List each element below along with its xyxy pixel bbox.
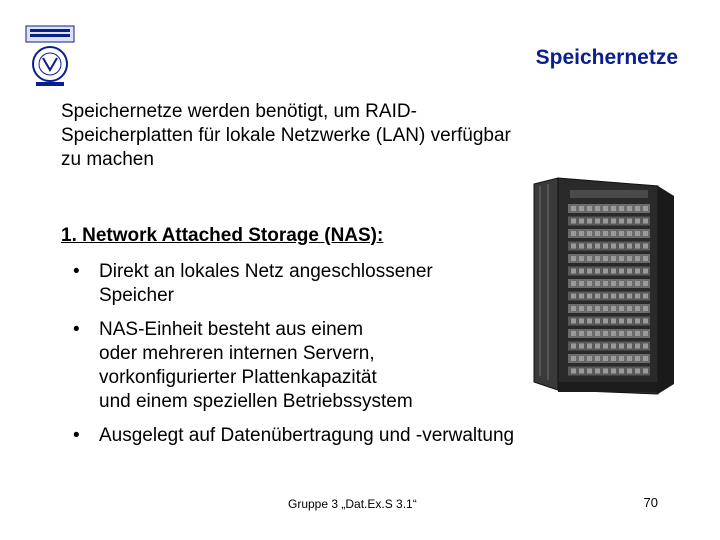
drive-bay xyxy=(595,281,600,286)
drive-bay xyxy=(603,206,608,211)
drive-bay xyxy=(595,306,600,311)
drive-bay xyxy=(611,294,616,299)
drive-bay xyxy=(611,331,616,336)
drive-bay xyxy=(643,294,648,299)
drive-bay xyxy=(635,231,640,236)
drive-bay xyxy=(579,281,584,286)
drive-bay xyxy=(619,244,624,249)
footer-text: Gruppe 3 „Dat.Ex.S 3.1“ xyxy=(288,497,417,511)
drive-bay xyxy=(579,294,584,299)
intro-line: Speichernetze werden benötigt, um RAID- xyxy=(61,101,417,122)
drive-bay xyxy=(571,206,576,211)
drive-bay xyxy=(587,331,592,336)
drive-bay xyxy=(587,344,592,349)
drive-bay xyxy=(587,256,592,261)
drive-bay xyxy=(595,206,600,211)
drive-bay xyxy=(619,306,624,311)
drive-bay xyxy=(571,256,576,261)
bullet-line: Direkt an lokales Netz angeschlossener xyxy=(99,261,433,282)
drive-bay xyxy=(579,231,584,236)
page-number: 70 xyxy=(643,495,658,510)
drive-bay xyxy=(619,356,624,361)
drive-bay xyxy=(627,356,632,361)
drive-bay xyxy=(643,269,648,274)
drive-bay xyxy=(579,269,584,274)
drive-bay xyxy=(571,319,576,324)
drive-bay xyxy=(611,244,616,249)
drive-bay xyxy=(595,356,600,361)
drive-bay xyxy=(579,219,584,224)
drive-bay xyxy=(587,369,592,374)
drive-bay xyxy=(571,294,576,299)
drive-bay xyxy=(587,356,592,361)
drive-bay xyxy=(603,306,608,311)
drive-bay xyxy=(635,356,640,361)
drive-bay xyxy=(595,294,600,299)
server-rack-image xyxy=(530,176,680,398)
bullet-line: Ausgelegt auf Datenübertragung und -verwaltung xyxy=(99,425,515,446)
drive-bay xyxy=(643,306,648,311)
bullet-line: und einem speziellen Betriebssystem xyxy=(99,391,413,412)
drive-bay xyxy=(587,219,592,224)
intro-paragraph xyxy=(61,100,661,172)
drive-bay xyxy=(643,344,648,349)
drive-bay xyxy=(603,231,608,236)
drive-bay xyxy=(595,269,600,274)
drive-bay xyxy=(579,256,584,261)
drive-bay xyxy=(603,219,608,224)
drive-bay xyxy=(587,269,592,274)
bullet-line: vorkonfigurierter Plattenkapazität xyxy=(99,367,377,388)
drive-bay xyxy=(619,256,624,261)
drive-bay xyxy=(587,319,592,324)
drive-bay xyxy=(595,219,600,224)
drive-bay xyxy=(603,344,608,349)
bullet-line: NAS-Einheit besteht aus einem xyxy=(99,319,364,340)
drive-bay xyxy=(619,231,624,236)
drive-bay xyxy=(635,269,640,274)
intro-line: zu machen xyxy=(61,149,154,170)
drive-bay xyxy=(635,344,640,349)
drive-bay xyxy=(571,344,576,349)
drive-bay xyxy=(611,256,616,261)
nas-heading: 1. Network Attached Storage (NAS): xyxy=(61,225,384,246)
drive-bay xyxy=(635,294,640,299)
bullet-line: oder mehreren internen Servern, xyxy=(99,343,375,364)
drive-bay xyxy=(571,369,576,374)
drive-bay xyxy=(595,344,600,349)
drive-bay xyxy=(571,356,576,361)
drive-bay xyxy=(627,306,632,311)
drive-bay xyxy=(643,219,648,224)
drive-bay xyxy=(603,294,608,299)
drive-bay xyxy=(619,294,624,299)
drive-bay xyxy=(603,319,608,324)
drive-bay xyxy=(619,219,624,224)
drive-bay xyxy=(635,306,640,311)
drive-bay xyxy=(611,219,616,224)
drive-bay xyxy=(611,306,616,311)
drive-bay xyxy=(595,244,600,249)
drive-bay xyxy=(643,231,648,236)
drive-bay xyxy=(579,356,584,361)
bullet-dot: • xyxy=(73,425,80,446)
drive-bay xyxy=(603,244,608,249)
bullet-item xyxy=(73,260,514,308)
drive-bay xyxy=(627,319,632,324)
drive-bay xyxy=(611,356,616,361)
drive-bay xyxy=(619,319,624,324)
drive-bay xyxy=(635,281,640,286)
drive-bay xyxy=(627,219,632,224)
drive-bay xyxy=(643,244,648,249)
drive-bay xyxy=(635,256,640,261)
drive-bay xyxy=(587,231,592,236)
drive-bay xyxy=(603,269,608,274)
drive-bay xyxy=(635,244,640,249)
drive-bay xyxy=(595,231,600,236)
drive-bay xyxy=(619,344,624,349)
drive-bay xyxy=(579,306,584,311)
drive-bay xyxy=(619,281,624,286)
bullet-item xyxy=(73,424,514,448)
drive-bay xyxy=(635,219,640,224)
drive-bay xyxy=(619,269,624,274)
drive-bay xyxy=(627,256,632,261)
drive-bay xyxy=(603,281,608,286)
drive-bay xyxy=(579,344,584,349)
bullet-list xyxy=(73,260,514,458)
drive-bay xyxy=(635,369,640,374)
drive-bay xyxy=(571,231,576,236)
drive-bay xyxy=(571,244,576,249)
drive-bay xyxy=(611,281,616,286)
drive-bay xyxy=(643,331,648,336)
drive-bay xyxy=(627,269,632,274)
drive-bay xyxy=(595,369,600,374)
drive-bay xyxy=(643,319,648,324)
drive-bay xyxy=(627,244,632,249)
drive-bay xyxy=(627,281,632,286)
drive-bay xyxy=(643,356,648,361)
drive-bay xyxy=(571,219,576,224)
drive-bay xyxy=(611,269,616,274)
bullet-dot: • xyxy=(73,261,80,282)
drive-bay xyxy=(619,369,624,374)
drive-bay xyxy=(627,294,632,299)
drive-bay xyxy=(595,331,600,336)
drive-bay xyxy=(595,319,600,324)
drive-bay xyxy=(619,331,624,336)
drive-bay xyxy=(635,319,640,324)
drive-bay xyxy=(603,356,608,361)
drive-bay xyxy=(643,206,648,211)
drive-bay xyxy=(603,256,608,261)
drive-bay xyxy=(627,206,632,211)
drive-bay xyxy=(611,344,616,349)
drive-bay xyxy=(611,369,616,374)
drive-bay xyxy=(587,306,592,311)
drive-bay xyxy=(627,369,632,374)
drive-bay xyxy=(571,306,576,311)
drive-bay xyxy=(571,269,576,274)
drive-bay xyxy=(579,331,584,336)
drive-bay xyxy=(571,331,576,336)
drive-bay xyxy=(611,206,616,211)
drive-bay xyxy=(643,369,648,374)
drive-bay xyxy=(635,331,640,336)
drive-bay xyxy=(627,231,632,236)
drive-bay xyxy=(619,206,624,211)
drive-bay xyxy=(579,244,584,249)
intro-line: Speicherplatten für lokale Netzwerke (LAN) verfügbar xyxy=(61,125,511,146)
university-logo xyxy=(22,24,78,88)
drive-bay xyxy=(587,294,592,299)
drive-bay xyxy=(611,319,616,324)
drive-bay xyxy=(643,281,648,286)
bullet-dot: • xyxy=(73,319,80,340)
drive-bay xyxy=(627,331,632,336)
drive-bay xyxy=(579,369,584,374)
drive-bay xyxy=(627,344,632,349)
bullet-item xyxy=(73,318,514,414)
drive-bay xyxy=(587,244,592,249)
drive-bay xyxy=(587,206,592,211)
drive-bay xyxy=(595,256,600,261)
drive-bay xyxy=(611,231,616,236)
drive-bay xyxy=(643,256,648,261)
drive-bay xyxy=(579,206,584,211)
drive-bay xyxy=(579,319,584,324)
drive-bay xyxy=(603,331,608,336)
bullet-line: Speicher xyxy=(99,285,174,306)
slide-title: Speichernetze xyxy=(535,46,678,69)
drive-bay xyxy=(603,369,608,374)
drive-bay xyxy=(571,281,576,286)
drive-bay xyxy=(587,281,592,286)
drive-bay xyxy=(635,206,640,211)
